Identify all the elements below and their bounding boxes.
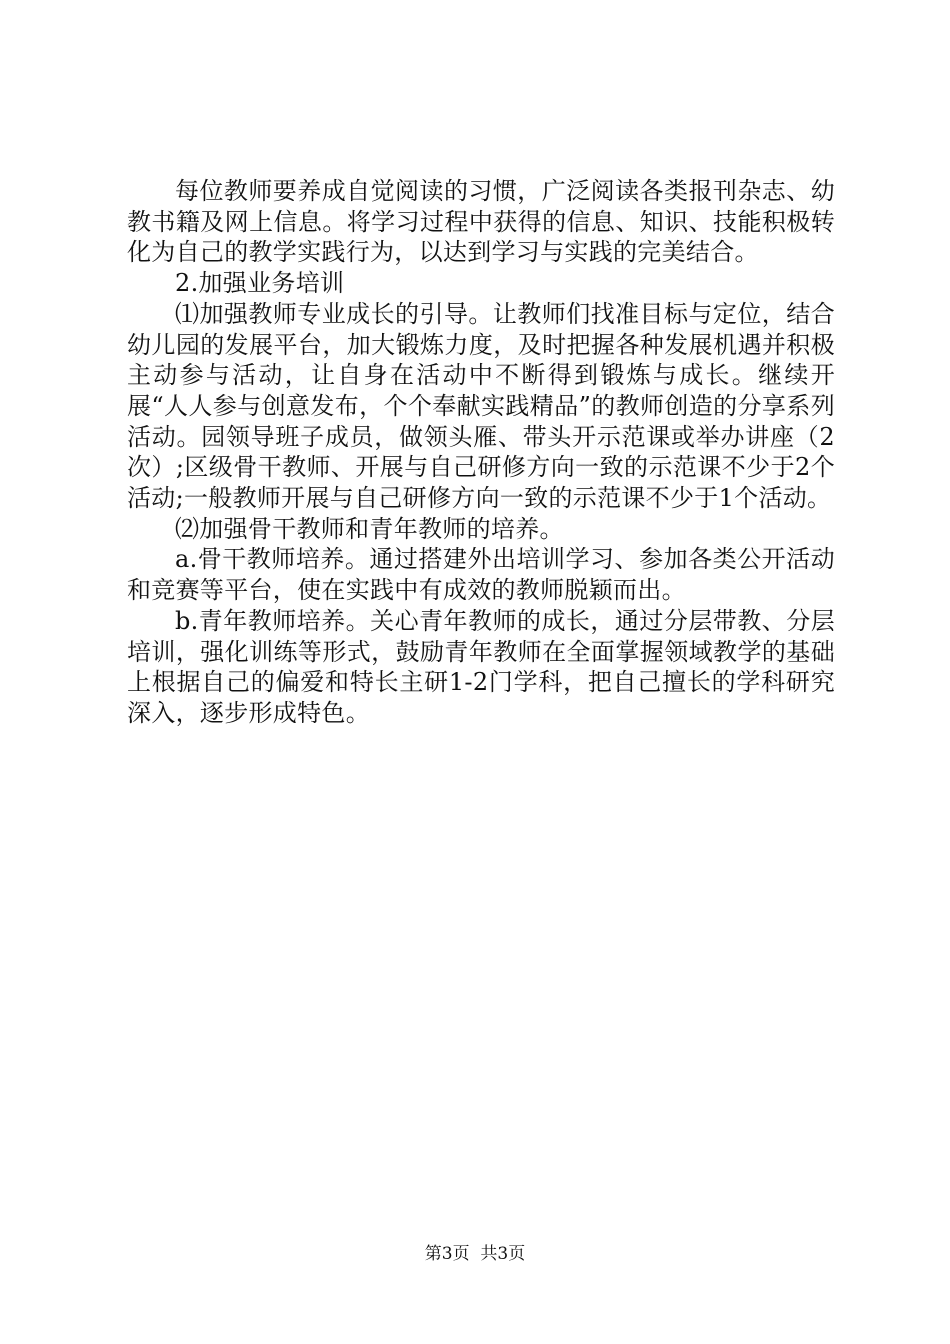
paragraph-reading-habit: 每位教师要养成自觉阅读的习惯，广泛阅读各类报刊杂志、幼教书籍及网上信息。将学习过程中获得的信息、知识、技能积极转化为自己的教学实践行为，以达到学习与实践的完美结合。 (127, 177, 835, 267)
section-heading-business-training: 2.加强业务培训 (175, 269, 345, 298)
paragraph-young-teachers: b.青年教师培养。关心青年教师的成长，通过分层带教、分层培训，强化训练等形式，鼓励青年教师在全面掌握领域教学的基础上根据自己的偏爱和特长主研1-2门学科，把自己擅长的学科研究深入，逐步形成特色。 (127, 606, 835, 727)
page-total: 共3页 (480, 1244, 526, 1264)
page-number: 第3页 (424, 1244, 470, 1264)
paragraph-professional-growth: ⑴加强教师专业成长的引导。让教师们找准目标与定位，结合幼儿园的发展平台，加大锻炼力度，及时把握各种发展机遇并积极主动参与活动，让自身在活动中不断得到锻炼与成长。继续开展“人人参与创意发布，个个奉献实践精品”的教师创造的分享系列活动。园领导班子成员，做领头雁、带头开示范课或举办讲座（2次）;区级骨干教师、开展与自己研修方向一致的示范课不少于2个活动;一般教师开展与自己研修方向一致的示范课不少于1个活动。 (127, 299, 835, 513)
paragraph-backbone-teachers: a.骨干教师培养。通过搭建外出培训学习、参加各类公开活动和竞赛等平台，使在实践中有成效的教师脱颖而出。 (127, 545, 835, 605)
document-body (127, 176, 835, 729)
paragraph-teacher-training-heading: ⑵加强骨干教师和青年教师的培养。 (175, 514, 564, 543)
page-footer (0, 1243, 950, 1265)
